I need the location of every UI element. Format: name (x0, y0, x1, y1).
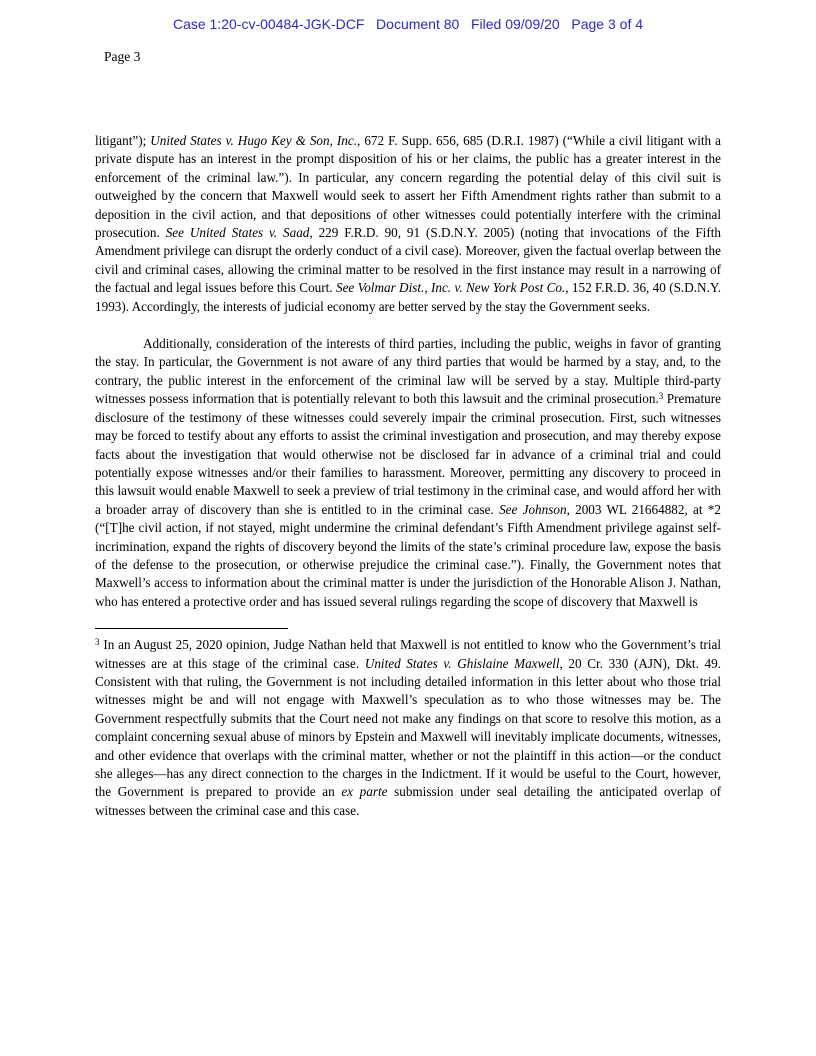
footnote-separator (95, 628, 288, 629)
document-body (95, 132, 721, 820)
page-number-label: Page 3 (104, 49, 141, 64)
body-paragraph-2: Additionally, consideration of the interests of third parties, including the public, weighs in favor of granting the stay. In particular, the Government is not aware of any third parties that would be harmed by a stay, and, to the contrary, the public interest in the enforcement of the criminal law will be served by a stay. Multiple third-party witnesses possess information that is potentially relevant to both this lawsuit and the criminal prosecution.$^3$ Premature disclosure of the testimony of these witnesses could severely impair the criminal prosecution. First, such witnesses may be forced to testify about any efforts to assist the criminal investigation and prosecution, and may thereby expose facts about the investigation that would otherwise not be disclosed far in advance of a criminal trial and could potentially expose witnesses and/or their families to harassment. Moreover, permitting any discovery to proceed in this lawsuit would enable Maxwell to seek a preview of trial testimony in the criminal case, and would afford her with a broader array of discovery than she is entitled to in the criminal case. See Johnson, 2003 WL 21664882, at *2 (“[T]he civil action, if not stayed, might undermine the criminal defendant’s Fifth Amendment privilege against self-incrimination, expand the rights of discovery beyond the limits of the state’s criminal procedure law, expose the basis of the defense to the prosecution, or otherwise prejudice the criminal case.”). Finally, the Government notes that Maxwell’s access to information about the criminal matter is under the jurisdiction of the Honorable Alison J. Nathan, who has entered a protective order and has issued several rulings regarding the scope of discovery that Maxwell is (95, 336, 721, 609)
footnote-text: $^3$ In an August 25, 2020 opinion, Judge Nathan held that Maxwell is not entitled to know who the Government’s trial witnesses are at this stage of the criminal case. United States v. Ghislaine Maxwell, 20 Cr. 330 (AJN), Dkt. 49. Consistent with that ruling, the Government is not including detailed information in this letter about who those trial witnesses might be and will not engage with Maxwell’s speculation as to who those witnesses may be. The Government respectfully submits that the Court need not make any findings on that score to resolve this motion, as a complaint concerning sexual abuse of minors by Epstein and Maxwell will inevitably implicate documents, witnesses, and other evidence that overlaps with the criminal matter, whether or not the plaintiff in this action—or the conduct she alleges—has any direct connection to the charges in the Indictment. If it would be useful to the Court, however, the Government is prepared to provide an ex parte submission under seal detailing the anticipated overlap of witnesses between the criminal case and this case. (95, 637, 721, 818)
body-paragraph-1: litigant”); United States v. Hugo Key & Son, Inc., 672 F. Supp. 656, 685 (D.R.I. 1987) (“While a civil litigant with a private dispute has an interest in the prompt disposition of his or her claims, the public has a greater interest in the enforcement of the criminal law.”). In particular, any concern regarding the potential delay of this civil suit is outweighed by the concern that Maxwell would seek to assert her Fifth Amendment rights rather than submit to a deposition in the civil action, and that depositions of other witnesses could potentially interfere with the criminal prosecution. See United States v. Saad, 229 F.R.D. 90, 91 (S.D.N.Y. 2005) (noting that invocations of the Fifth Amendment privilege can disrupt the orderly conduct of a civil case). Moreover, given the factual overlap between the civil and criminal cases, allowing the criminal matter to be resolved in the first instance may result in a narrowing of the factual and legal issues before this Court. See Volmar Dist., Inc. v. New York Post Co., 152 F.R.D. 36, 40 (S.D.N.Y. 1993). Accordingly, the interests of judicial economy are better served by the stay the Government seeks. (95, 133, 721, 314)
case-stamp-header: Case 1:20-cv-00484-JGK-DCF Document 80 Filed 09/09/20 Page 3 of 4 (172, 16, 644, 32)
